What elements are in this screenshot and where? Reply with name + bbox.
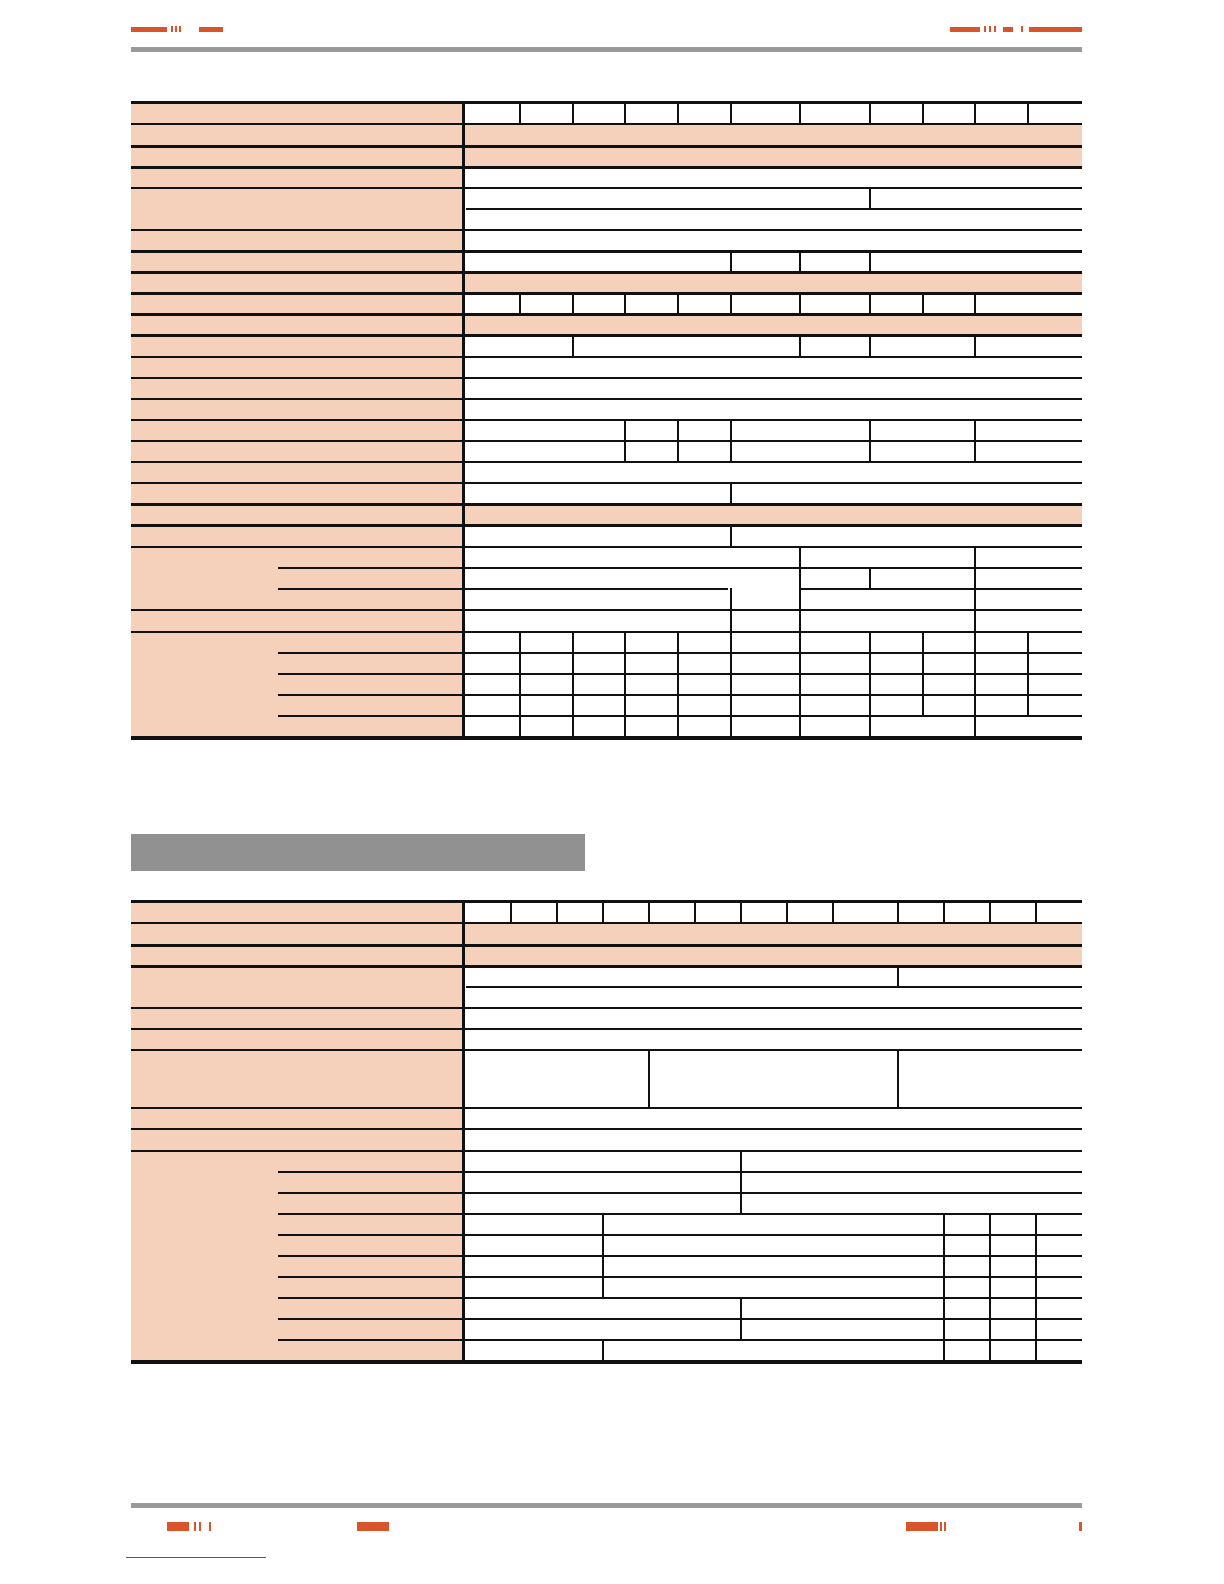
- col-line: [897, 965, 899, 986]
- rule: [278, 1255, 1082, 1257]
- rule: [131, 313, 1082, 316]
- rule: [131, 609, 1082, 611]
- col-line: [572, 334, 574, 356]
- header-band-row2: [131, 922, 1082, 944]
- section-title-bar: [131, 834, 585, 871]
- footer-mark-4: [209, 1522, 211, 1531]
- header-mark-right-6: [1021, 26, 1023, 32]
- header-mark-left-5: [199, 27, 223, 32]
- col-line: [974, 546, 976, 631]
- rule: [278, 1213, 1082, 1215]
- rule: [131, 356, 1082, 358]
- col-line: [799, 292, 801, 314]
- col-line: [602, 1213, 604, 1297]
- rule: [131, 1049, 1082, 1051]
- col-line: [624, 292, 626, 314]
- rule: [278, 1339, 1082, 1341]
- rule: [278, 1318, 1082, 1320]
- col-line: [897, 900, 899, 922]
- header-mark-right-1: [950, 27, 980, 32]
- rule: [131, 461, 1082, 463]
- rule: [278, 673, 1082, 675]
- col-line: [602, 900, 604, 922]
- rule: [278, 1192, 1082, 1194]
- rule: [466, 208, 1082, 210]
- spec-table-2: [131, 900, 1082, 1364]
- rule: [131, 123, 1082, 125]
- col-line: [869, 292, 871, 314]
- col-line: [869, 419, 871, 461]
- rule: [278, 1234, 1082, 1236]
- footer-mark-6: [906, 1522, 938, 1531]
- col-line: [730, 631, 732, 736]
- col-line: [1027, 631, 1029, 715]
- rule: [131, 292, 1082, 295]
- col-line: [624, 101, 626, 123]
- section-band-2: [131, 272, 1082, 294]
- rule: [131, 377, 1082, 379]
- col-line: [677, 419, 679, 461]
- col-line: [786, 900, 788, 922]
- rule: [278, 694, 1082, 696]
- col-line: [799, 250, 801, 272]
- footer-mark-7: [940, 1522, 942, 1531]
- col-line: [740, 900, 742, 922]
- col-line: [922, 101, 924, 123]
- rule: [131, 166, 1082, 169]
- rule: [131, 482, 1082, 484]
- col-line: [519, 292, 521, 314]
- col-line: [943, 900, 945, 922]
- rule: [131, 1360, 1082, 1364]
- rule: [131, 965, 1082, 968]
- col-line: [869, 187, 871, 208]
- col-line: [730, 482, 732, 503]
- col-line: [869, 334, 871, 356]
- header-mark-right-5: [1003, 27, 1013, 32]
- rule: [131, 944, 1082, 947]
- col-line: [730, 101, 732, 123]
- label-column-fill: [131, 900, 464, 1364]
- rule: [131, 524, 1082, 527]
- column-divider: [462, 101, 465, 740]
- rule: [131, 1028, 1082, 1030]
- col-line: [974, 631, 976, 736]
- section-band-4: [131, 504, 1082, 526]
- header-rule: [131, 47, 1082, 52]
- col-line: [799, 101, 801, 123]
- header-band-row2: [131, 123, 1082, 145]
- col-line: [1035, 1213, 1037, 1360]
- header-mark-left-2: [171, 26, 173, 32]
- col-line: [677, 292, 679, 314]
- rule: [131, 922, 1082, 924]
- col-line: [730, 419, 732, 461]
- header-mark-right-3: [989, 26, 991, 32]
- col-line: [648, 1049, 650, 1107]
- col-line: [572, 101, 574, 123]
- col-line: [897, 1049, 899, 1107]
- header-mark-right-7: [1029, 27, 1082, 32]
- rule: [131, 900, 1082, 903]
- rule: [131, 145, 1082, 148]
- rule: [800, 588, 1082, 590]
- rule: [131, 736, 1082, 740]
- col-line: [869, 101, 871, 123]
- rule: [131, 187, 1082, 189]
- col-line: [974, 101, 976, 123]
- footer-rule: [131, 1503, 1082, 1508]
- col-line: [799, 631, 801, 736]
- col-line: [730, 250, 732, 272]
- col-line: [869, 631, 871, 736]
- rule: [131, 503, 1082, 506]
- rule: [131, 1128, 1082, 1130]
- col-line: [922, 292, 924, 314]
- col-line: [799, 334, 801, 356]
- footer-mark-1: [167, 1522, 189, 1531]
- footer-link[interactable]: [126, 1557, 266, 1558]
- col-line: [1035, 900, 1037, 922]
- col-line: [648, 900, 650, 922]
- footer-mark-5: [357, 1522, 389, 1531]
- col-line: [677, 101, 679, 123]
- col-line: [510, 900, 512, 922]
- header-mark-left-1: [131, 27, 167, 32]
- column-divider: [462, 900, 465, 1364]
- col-line: [572, 292, 574, 314]
- rule: [131, 440, 1082, 442]
- rule: [131, 419, 1082, 421]
- spec-table-1: [131, 101, 1082, 740]
- rule: [278, 1276, 1082, 1278]
- rule: [131, 101, 1082, 104]
- header-mark-left-4: [179, 26, 181, 32]
- col-line: [694, 900, 696, 922]
- col-line: [943, 1213, 945, 1360]
- col-line: [869, 567, 871, 588]
- col-line: [989, 900, 991, 922]
- section-band-3: [131, 314, 1082, 336]
- col-line: [832, 900, 834, 922]
- col-line: [572, 631, 574, 736]
- col-line: [974, 419, 976, 461]
- col-line: [799, 546, 801, 631]
- rule: [131, 1107, 1082, 1109]
- rule: [131, 271, 1082, 274]
- rule: [278, 1297, 1082, 1299]
- col-line: [989, 1213, 991, 1360]
- col-line: [624, 419, 626, 461]
- header-mark-right-4: [994, 26, 996, 32]
- footer-mark-8: [944, 1522, 946, 1531]
- col-line: [869, 250, 871, 272]
- rule: [278, 652, 1082, 654]
- footer-mark-9: [1079, 1522, 1082, 1531]
- rule: [131, 250, 1082, 253]
- header-mark-left-3: [175, 26, 177, 32]
- rule: [131, 546, 1082, 548]
- footer-mark-3: [199, 1522, 201, 1531]
- rule: [466, 986, 1082, 988]
- rule: [131, 334, 1082, 337]
- col-line: [519, 631, 521, 736]
- col-line: [974, 334, 976, 356]
- rule: [278, 1171, 1082, 1173]
- rule: [131, 229, 1082, 231]
- col-line: [624, 631, 626, 736]
- header-mark-right-2: [984, 26, 986, 32]
- col-line: [519, 101, 521, 123]
- col-line: [602, 1339, 604, 1360]
- col-line: [740, 1297, 742, 1339]
- rule: [131, 1150, 1082, 1152]
- col-line: [677, 631, 679, 736]
- rule: [278, 588, 728, 590]
- col-line: [730, 588, 732, 631]
- rule: [131, 1007, 1082, 1009]
- col-line: [730, 524, 732, 546]
- rule: [131, 631, 1082, 633]
- col-line: [974, 292, 976, 314]
- col-line: [740, 1150, 742, 1213]
- col-line: [556, 900, 558, 922]
- col-line: [922, 631, 924, 715]
- section-band-1: [131, 944, 1082, 966]
- section-band-1: [131, 145, 1082, 167]
- footer-mark-2: [194, 1522, 196, 1531]
- rule: [131, 398, 1082, 400]
- col-line: [1027, 101, 1029, 123]
- rule: [278, 715, 1082, 717]
- col-line: [730, 292, 732, 314]
